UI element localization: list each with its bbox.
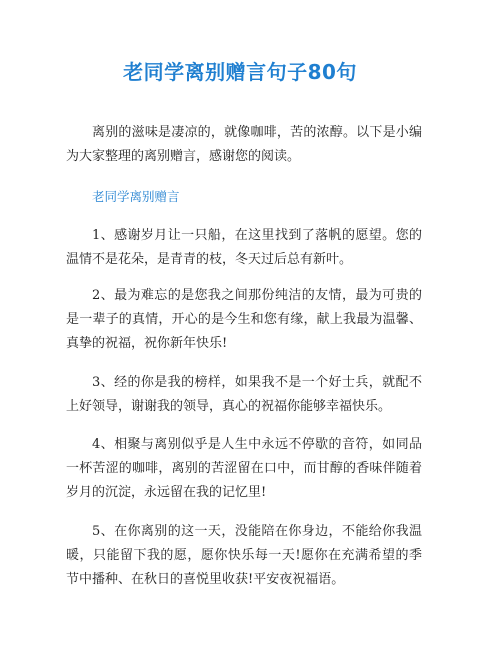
list-item: 5、在你离别的这一天，没能陪在你身边，不能给你我温暖，只能留下我的愿，愿你快乐每一天!愿你在充满希望的季节中播种、在秋日的喜悦里收获!平安夜祝福语。 [66, 524, 422, 587]
intro-paragraph: 离别的滋味是凄凉的，就像咖啡，苦的浓醇。以下是小编为大家整理的离别赠言，感谢您的阅读。 [66, 125, 422, 164]
list-item: 2、最为难忘的是您我之间那份纯洁的友情，最为可贵的是一辈子的真情，开心的是今生和您有缘，献上我最为温馨、真挚的祝福，祝你新年快乐! [66, 288, 422, 351]
list-item: 3、经的你是我的榜样，如果我不是一个好士兵，就配不上好领导，谢谢我的领导，真心的祝福你能够幸福快乐。 [66, 375, 422, 414]
section-heading: 老同学离别赠言 [92, 189, 180, 204]
document-title: 老同学离别赠言句子80句 [123, 60, 357, 84]
list-item: 4、相聚与离别似乎是人生中永远不停歇的音符，如同品一杯苦涩的咖啡，离别的苦涩留在口中，而甘醇的香味伴随着岁月的沉淀，永远留在我的记忆里! [66, 437, 422, 500]
list-item: 1、感谢岁月让一只船，在这里找到了落帆的愿望。您的温情不是花朵，是青青的枝，冬天过后总有新叶。 [66, 228, 422, 267]
